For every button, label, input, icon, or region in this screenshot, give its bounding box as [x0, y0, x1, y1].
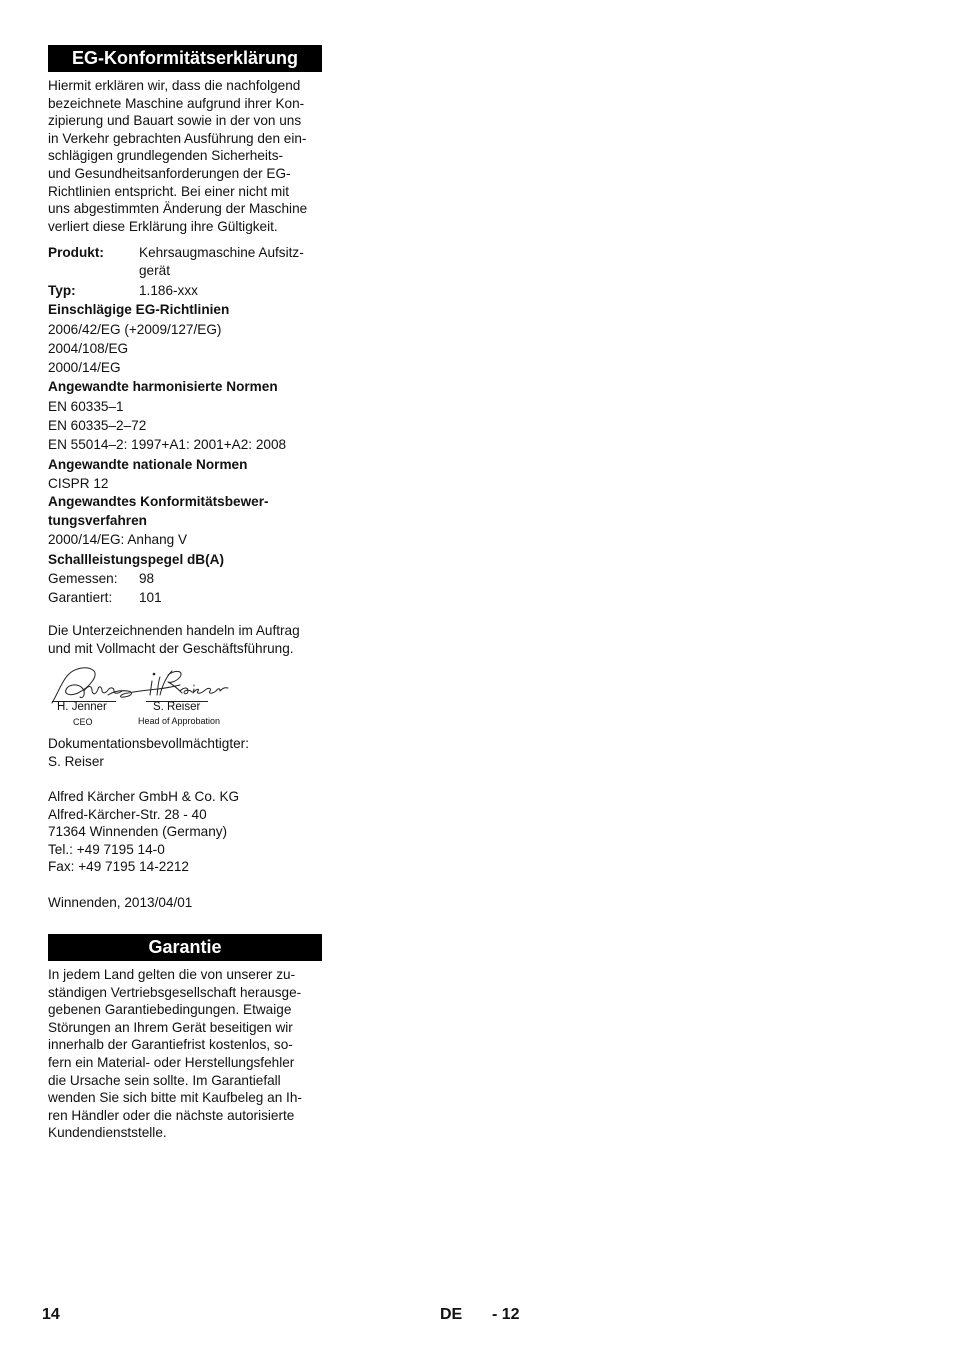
signer-role-reiser: Head of Approbation	[138, 716, 221, 726]
address-line: Alfred-Kärcher-Str. 28 - 40	[48, 806, 207, 822]
address-line: Tel.: +49 7195 14-0	[48, 841, 165, 857]
signer-role-jenner: CEO	[73, 717, 93, 727]
signer-name-jenner: H. Jenner	[57, 701, 107, 713]
warranty-line: Kundendienststelle.	[48, 1125, 167, 1141]
harmonized-item: EN 60335–2–72	[48, 418, 147, 434]
harmonized-item: EN 60335–1	[48, 398, 124, 414]
guaranteed-label: Garantiert:	[48, 590, 113, 606]
measured-label: Gemessen:	[48, 570, 118, 586]
intro-line: verliert diese Erklärung ihre Gültigkeit.	[48, 218, 278, 234]
national-item: CISPR 12	[48, 475, 109, 491]
measured-row	[48, 569, 322, 588]
intro-line: und Gesundheitsanforderungen der EG-	[48, 165, 291, 181]
product-row	[48, 243, 322, 281]
directive-item: 2000/14/EG	[48, 360, 121, 376]
warranty-line: In jedem Land gelten die von unserer zu-	[48, 967, 296, 982]
warranty-line: die Ursache sein sollte. Im Garantiefall	[48, 1072, 281, 1088]
guaranteed-value: 101	[139, 590, 162, 606]
signatories-line: und mit Vollmacht der Geschäftsführung.	[48, 640, 294, 656]
company-address	[48, 788, 322, 876]
product-label: Produkt:	[48, 245, 104, 260]
intro-line: Hiermit erklären wir, dass die nachfolgend	[48, 78, 301, 93]
intro-line: Richtlinien entspricht. Bei einer nicht mit	[48, 183, 290, 199]
directive-item: 2006/42/EG (+2009/127/EG)	[48, 321, 222, 337]
harmonized-heading: Angewandte harmonisierte Normen	[48, 379, 278, 395]
signature-block	[48, 663, 248, 727]
doc-rep-label: Dokumentationsbevollmächtigter:	[48, 736, 249, 751]
type-label: Typ:	[48, 283, 76, 298]
product-value	[139, 244, 324, 280]
warranty-line: innerhalb der Garantiefrist kostenlos, so-	[48, 1037, 293, 1053]
doc-rep-name: S. Reiser	[48, 753, 104, 769]
page-number: 14	[42, 1306, 60, 1323]
signatories-line: Die Unterzeichnenden handeln im Auftrag	[48, 623, 300, 638]
measured-value: 98	[139, 570, 155, 586]
product-value-line: gerät	[139, 263, 170, 278]
procedure-heading: tungsverfahren	[48, 512, 147, 528]
warranty-line: wenden Sie sich bitte mit Kaufbeleg an Ih-	[48, 1090, 302, 1106]
place-date-text: Winnenden, 2013/04/01	[48, 895, 193, 910]
warranty-text	[48, 966, 322, 1142]
intro-line: uns abgestimmten Änderung der Maschine	[48, 201, 308, 217]
warranty-line: ren Händler oder die nächste autorisierte	[48, 1107, 295, 1123]
signatories-text	[48, 622, 322, 657]
intro-line: schlägigen grundlegenden Sicherheits-	[48, 148, 284, 164]
language-code: DE	[440, 1306, 463, 1323]
warranty-heading: Garantie	[48, 934, 322, 961]
address-line: Fax: +49 7195 14-2212	[48, 859, 189, 875]
procedure-heading: Angewandtes Konformitätsbewer-	[48, 494, 269, 510]
sound-heading: Schallleistungspegel dB(A)	[48, 551, 224, 567]
declaration-details	[48, 243, 322, 607]
directive-item: 2004/108/EG	[48, 340, 129, 356]
directives-heading: Einschlägige EG-Richtlinien	[48, 302, 230, 318]
intro-line: zipierung und Bauart sowie in der von uns	[48, 113, 302, 129]
guaranteed-row	[48, 588, 322, 607]
signer-name-reiser: S. Reiser	[153, 701, 201, 713]
procedure-item: 2000/14/EG: Anhang V	[48, 532, 188, 548]
warranty-line: ständigen Vertriebsgesellschaft herausge-	[48, 984, 302, 1000]
intro-line: in Verkehr gebrachten Ausführung den ein-	[48, 130, 307, 146]
product-value-line: Kehrsaugmaschine Aufsitz-	[139, 245, 304, 260]
intro-line: bezeichnete Maschine aufgrund ihrer Kon-	[48, 95, 305, 111]
warranty-line: gebenen Garantiebedingungen. Etwaige	[48, 1002, 292, 1018]
warranty-line: fern ein Material- oder Herstellungsfehler	[48, 1054, 295, 1070]
place-date	[48, 894, 322, 912]
section-page-number: - 12	[492, 1306, 520, 1323]
harmonized-item: EN 55014–2: 1997+A1: 2001+A2: 2008	[48, 437, 287, 453]
address-line: Alfred Kärcher GmbH & Co. KG	[48, 789, 240, 804]
national-heading: Angewandte nationale Normen	[48, 456, 248, 472]
conformity-intro	[48, 77, 322, 235]
conformity-heading: EG-Konformitätserklärung	[48, 45, 322, 72]
doc-representative	[48, 735, 322, 770]
warranty-line: Störungen an Ihrem Gerät beseitigen wir	[48, 1019, 293, 1035]
address-line: 71364 Winnenden (Germany)	[48, 824, 228, 840]
type-row	[48, 281, 322, 300]
type-value: 1.186-xxx	[139, 283, 198, 298]
